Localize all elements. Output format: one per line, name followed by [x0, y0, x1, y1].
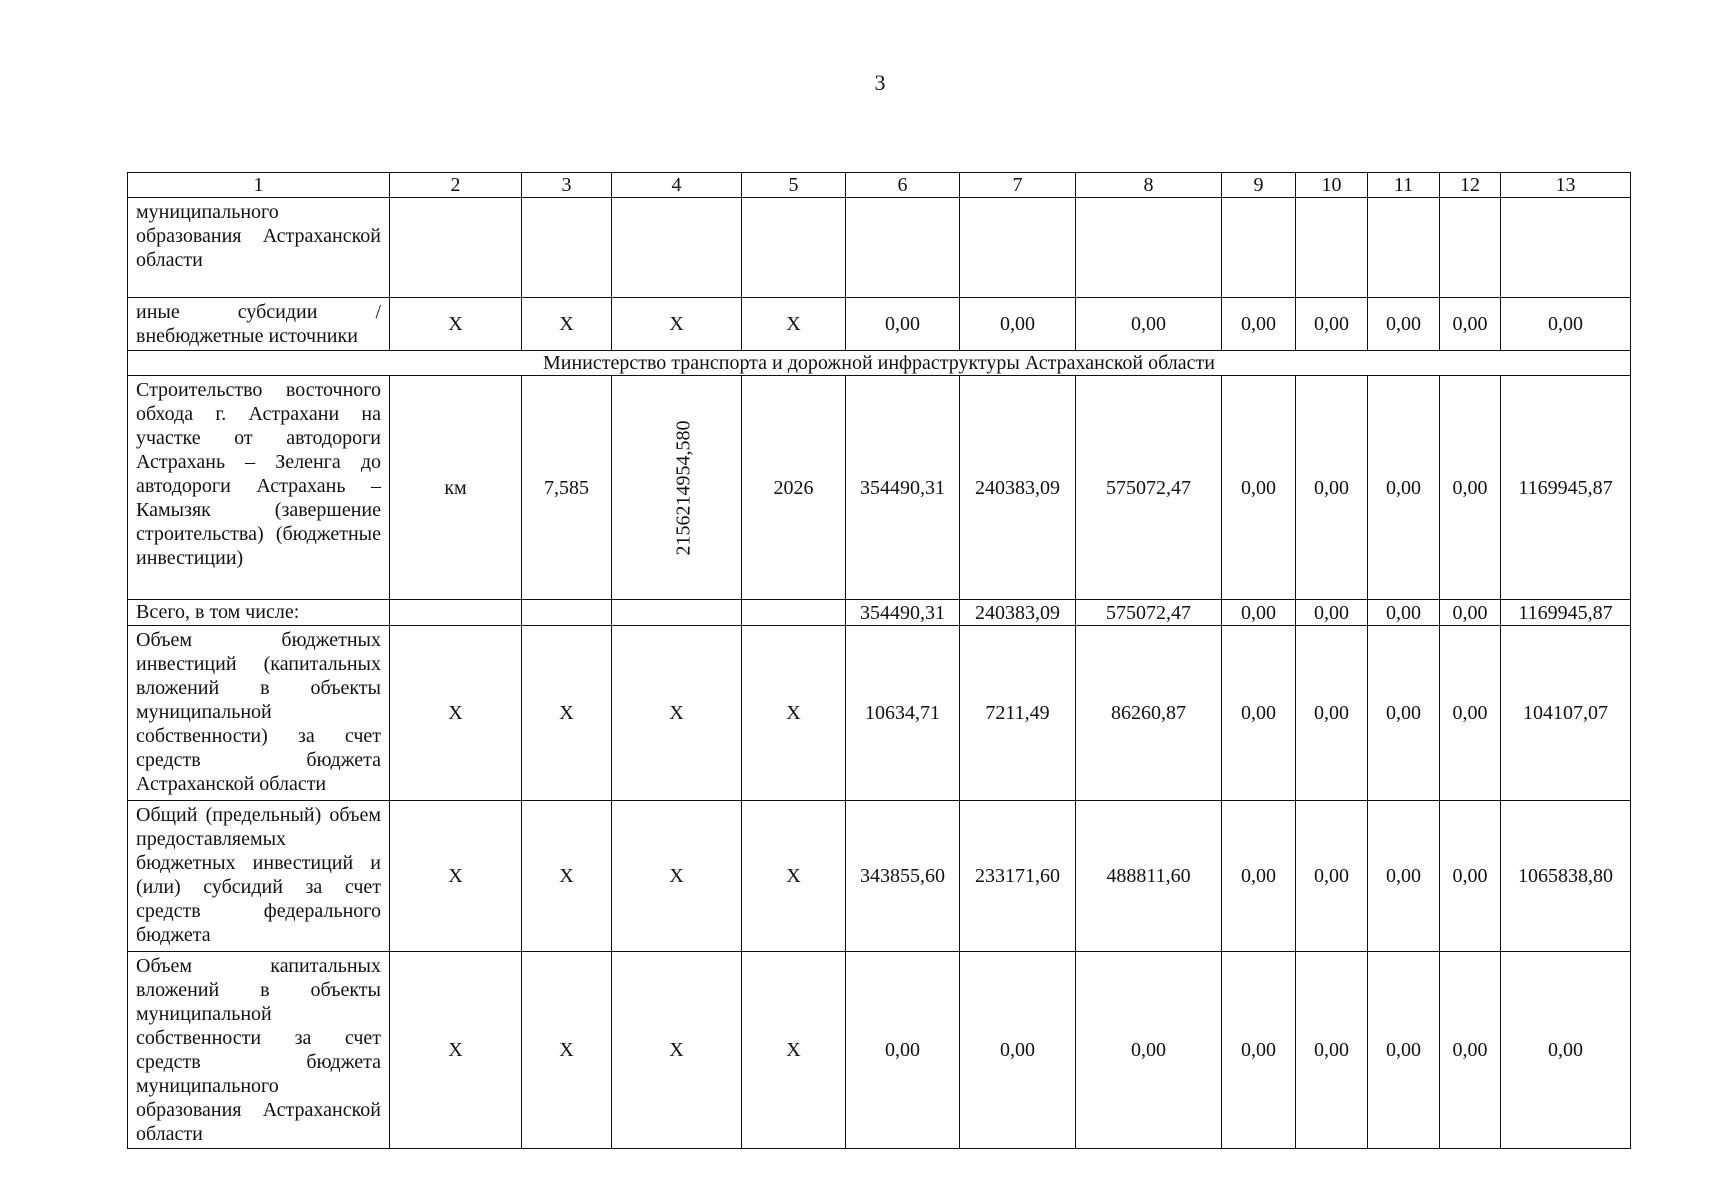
header-cell: 1 — [128, 173, 390, 198]
table-cell: 0,00 — [1222, 626, 1296, 801]
table-cell: Х — [390, 298, 522, 351]
table-cell: 0,00 — [1076, 298, 1222, 351]
table-cell — [390, 198, 522, 298]
header-cell: 3 — [522, 173, 612, 198]
table-cell: Х — [612, 298, 742, 351]
table-cell: Х — [390, 952, 522, 1149]
header-cell: 8 — [1076, 173, 1222, 198]
cost-value: 2156214954,580 — [672, 420, 695, 555]
table-cell: 0,00 — [1222, 952, 1296, 1149]
table-cell — [1222, 198, 1296, 298]
table-row — [128, 298, 1631, 351]
table-cell — [1296, 198, 1368, 298]
row-label: муниципального образования Астраханской области — [128, 198, 390, 298]
table-cell: Х — [742, 298, 846, 351]
table-cell — [960, 198, 1076, 298]
table-cell: 86260,87 — [1076, 626, 1222, 801]
header-row — [128, 173, 1631, 198]
table-cell: 0,00 — [1501, 952, 1631, 1149]
table-cell: 343855,60 — [846, 801, 960, 952]
table-cell: Х — [742, 952, 846, 1149]
table-cell: Х — [390, 801, 522, 952]
table-cell: 354490,31 — [846, 376, 960, 600]
table-cell: 7211,49 — [960, 626, 1076, 801]
object-row — [128, 376, 1631, 600]
table-cell: 0,00 — [1440, 952, 1501, 1149]
header-cell: 13 — [1501, 173, 1631, 198]
table-cell: 0,00 — [1296, 626, 1368, 801]
table-cell — [522, 198, 612, 298]
table-cell: 233171,60 — [960, 801, 1076, 952]
table-cell — [390, 600, 522, 626]
table-cell: 0,00 — [1222, 376, 1296, 600]
table-cell: Х — [612, 952, 742, 1149]
header-cell: 6 — [846, 173, 960, 198]
table-cell: 575072,47 — [1076, 600, 1222, 626]
table-cell: 0,00 — [1296, 801, 1368, 952]
table-cell — [742, 600, 846, 626]
table-cell: 0,00 — [1222, 801, 1296, 952]
table-cell: Х — [522, 801, 612, 952]
header-cell: 4 — [612, 173, 742, 198]
table-cell: 0,00 — [1296, 376, 1368, 600]
section-row — [128, 351, 1631, 376]
table-cell: 354490,31 — [846, 600, 960, 626]
header-cell: 12 — [1440, 173, 1501, 198]
table-cell: 0,00 — [1222, 600, 1296, 626]
table-cell — [846, 198, 960, 298]
table-cell: 0,00 — [846, 298, 960, 351]
header-cell: 10 — [1296, 173, 1368, 198]
table-cell: Х — [522, 626, 612, 801]
table-row — [128, 198, 1631, 298]
table-row — [128, 626, 1631, 801]
table-cell: 0,00 — [1440, 626, 1501, 801]
table-cell — [612, 198, 742, 298]
table-cell: 0,00 — [1076, 952, 1222, 1149]
table-cell — [522, 600, 612, 626]
table-cell — [742, 198, 846, 298]
object-label: Строительство восточного обхода г. Астрахани на участке от автодороги Астрахань – Зеленга до автодороги Астрахань – Камызяк (завершение строительства) (бюджетные инвестиции) — [128, 376, 390, 600]
table-cell — [1440, 198, 1501, 298]
table-cell: Х — [522, 952, 612, 1149]
section-title: Министерство транспорта и дорожной инфраструктуры Астраханской области — [128, 351, 1631, 376]
table-cell: 0,00 — [1296, 298, 1368, 351]
table-cell: 240383,09 — [960, 600, 1076, 626]
table-cell: 0,00 — [1501, 298, 1631, 351]
table-cell: 0,00 — [1368, 376, 1440, 600]
table-cell: 1169945,87 — [1501, 600, 1631, 626]
header-cell: 2 — [390, 173, 522, 198]
header-cell: 9 — [1222, 173, 1296, 198]
budget-table — [127, 172, 1631, 1149]
row-label: Общий (предельный) объем предоставляемых бюджетных инвестиций и (или) субсидий за счет средств федерального бюджета — [128, 801, 390, 952]
table-cell: 0,00 — [1440, 600, 1501, 626]
cost-cell — [612, 376, 742, 600]
table-cell: 0,00 — [1440, 376, 1501, 600]
table-cell: 104107,07 — [1501, 626, 1631, 801]
table-cell: 0,00 — [1368, 626, 1440, 801]
table-cell: 0,00 — [1440, 298, 1501, 351]
table-cell: 10634,71 — [846, 626, 960, 801]
header-cell: 11 — [1368, 173, 1440, 198]
table-cell: 0,00 — [1368, 298, 1440, 351]
table-row — [128, 952, 1631, 1149]
table-cell: 0,00 — [1368, 952, 1440, 1149]
page-number: 3 — [874, 70, 886, 95]
table-cell: 240383,09 — [960, 376, 1076, 600]
table-row — [128, 801, 1631, 952]
table-cell: 0,00 — [1440, 801, 1501, 952]
row-label: Объем капитальных вложений в объекты муниципальной собственности за счет средств бюджета муниципального образования Астраханской области — [128, 952, 390, 1149]
table-cell: Х — [742, 626, 846, 801]
table-cell — [1076, 198, 1222, 298]
table-cell: 0,00 — [1222, 298, 1296, 351]
table-cell: 0,00 — [1296, 600, 1368, 626]
table-cell: 0,00 — [960, 952, 1076, 1149]
unit-cell: км — [390, 376, 522, 600]
table-cell: 0,00 — [1368, 600, 1440, 626]
header-cell: 7 — [960, 173, 1076, 198]
table-cell: 0,00 — [846, 952, 960, 1149]
year-cell: 2026 — [742, 376, 846, 600]
table-cell: Х — [612, 626, 742, 801]
table-cell: 0,00 — [1368, 801, 1440, 952]
table-cell: 575072,47 — [1076, 376, 1222, 600]
table-cell: Х — [390, 626, 522, 801]
row-label: иные субсидии / внебюджетные источники — [128, 298, 390, 351]
table-cell: 0,00 — [960, 298, 1076, 351]
table-cell: Х — [522, 298, 612, 351]
table-cell — [1501, 198, 1631, 298]
capacity-cell: 7,585 — [522, 376, 612, 600]
table-cell: 0,00 — [1296, 952, 1368, 1149]
table-cell: 1065838,80 — [1501, 801, 1631, 952]
table-cell: Х — [612, 801, 742, 952]
row-label: Объем бюджетных инвестиций (капитальных вложений в объекты муниципальной собственности) за счет средств бюджета Астраханской области — [128, 626, 390, 801]
header-cell: 5 — [742, 173, 846, 198]
total-label: Всего, в том числе: — [128, 600, 390, 626]
table-cell: 488811,60 — [1076, 801, 1222, 952]
table-cell: Х — [742, 801, 846, 952]
total-row — [128, 600, 1631, 626]
table-cell — [1368, 198, 1440, 298]
table-cell — [612, 600, 742, 626]
table-cell: 1169945,87 — [1501, 376, 1631, 600]
